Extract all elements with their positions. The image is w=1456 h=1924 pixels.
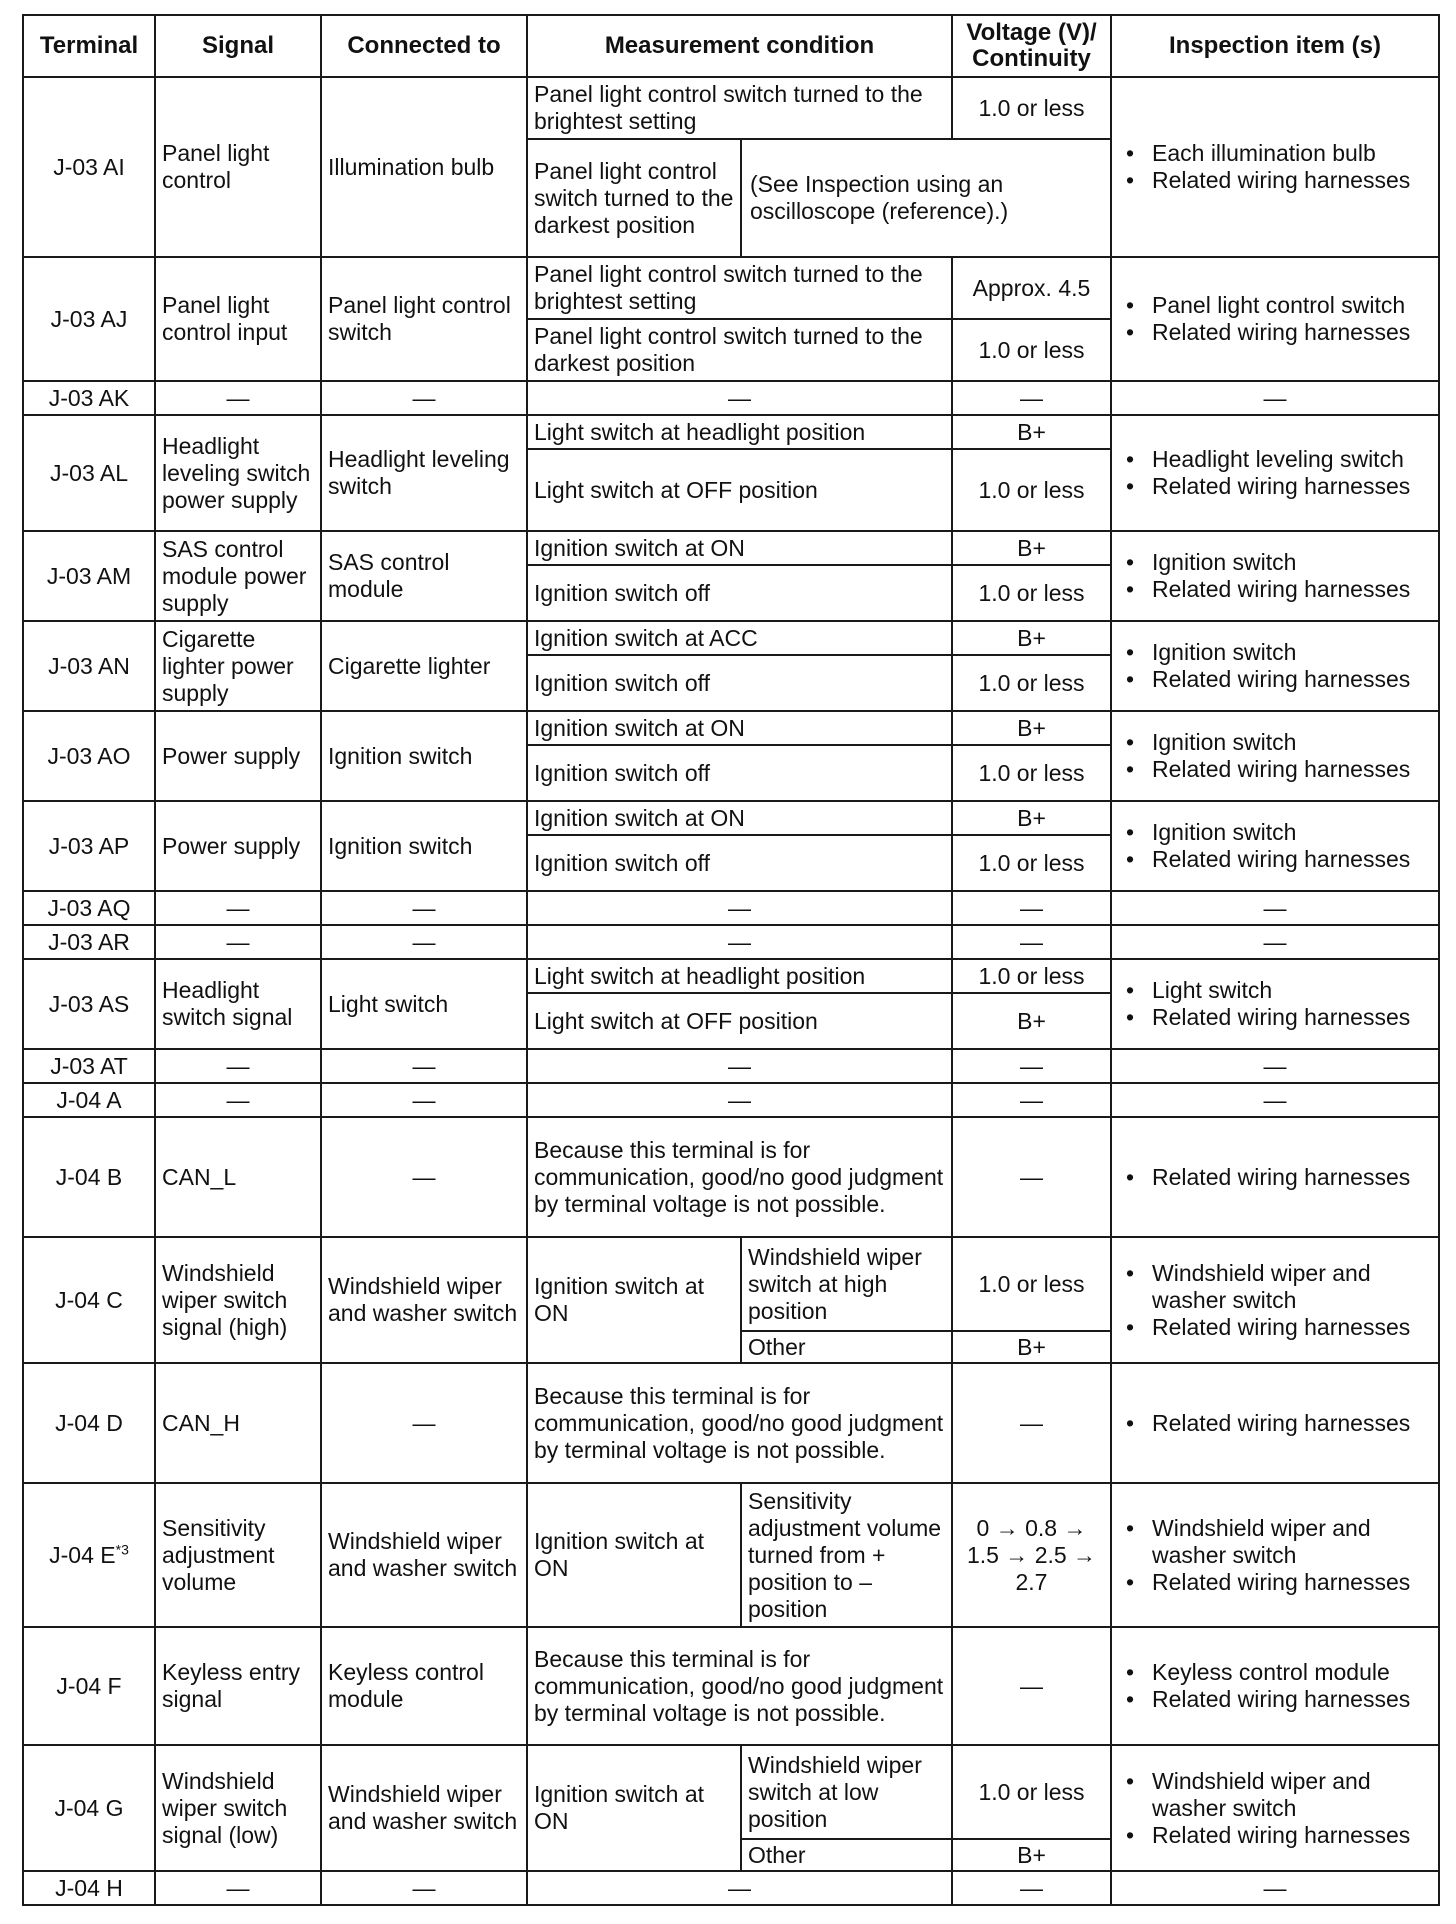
- terminal-cell: J-04 A: [23, 1083, 155, 1117]
- condition-cell: Ignition switch off: [527, 655, 952, 711]
- dash-cell: —: [527, 891, 952, 925]
- condition-cell: Panel light control switch turned to the brightest setting: [527, 77, 952, 139]
- dash-cell: —: [321, 381, 527, 415]
- condition-cell: Ignition switch off: [527, 835, 952, 891]
- dash-cell: —: [952, 891, 1111, 925]
- inspection-cell: [1111, 1627, 1439, 1745]
- signal-cell: Panel light control input: [155, 257, 321, 381]
- dash-cell: —: [321, 891, 527, 925]
- voltage-cell: B+: [952, 711, 1111, 745]
- dash-cell: —: [527, 1083, 952, 1117]
- terminal-cell: J-04 B: [23, 1117, 155, 1237]
- inspection-cell: [1111, 1483, 1439, 1627]
- table-row: [23, 1083, 1439, 1117]
- dash-cell: —: [1111, 1871, 1439, 1905]
- dash-cell: —: [321, 1871, 527, 1905]
- condition-cell: Light switch at headlight position: [527, 959, 952, 993]
- inspection-list: [1118, 1768, 1432, 1849]
- condition-cell: Because this terminal is for communication, good/no good judgment by terminal voltage is not possible.: [527, 1117, 952, 1237]
- dash-cell: —: [527, 1871, 952, 1905]
- inspection-cell: [1111, 1117, 1439, 1237]
- dash-cell: —: [1111, 381, 1439, 415]
- voltage-cell: 1.0 or less: [952, 449, 1111, 531]
- voltage-cell: B+: [952, 531, 1111, 565]
- voltage-cell: 1.0 or less: [952, 835, 1111, 891]
- terminal-cell: J-04 G: [23, 1745, 155, 1871]
- inspection-list: [1118, 549, 1432, 603]
- table-row: [23, 415, 1439, 449]
- inspection-item: • Windshield wiper and washer switch: [1118, 1515, 1432, 1569]
- table-row: [23, 1745, 1439, 1839]
- inspection-item: • Related wiring harnesses: [1118, 576, 1432, 603]
- condition-cell: Ignition switch at ON: [527, 1745, 741, 1871]
- signal-cell: Sensitivity adjustment volume: [155, 1483, 321, 1627]
- inspection-item: • Ignition switch: [1118, 819, 1432, 846]
- inspection-cell: [1111, 621, 1439, 711]
- dash-cell: —: [1111, 925, 1439, 959]
- table-row: [23, 925, 1439, 959]
- dash-cell: —: [155, 891, 321, 925]
- condition-cell: Light switch at OFF position: [527, 993, 952, 1049]
- header-row: [23, 15, 1439, 77]
- inspection-item: • Related wiring harnesses: [1118, 1569, 1432, 1596]
- inspection-list: [1118, 292, 1432, 346]
- dash-cell: —: [155, 381, 321, 415]
- terminal-label: J-04 E: [49, 1541, 116, 1568]
- terminal-cell: J-03 AI: [23, 77, 155, 257]
- table-row: [23, 381, 1439, 415]
- connected-cell: Illumination bulb: [321, 77, 527, 257]
- dash-cell: —: [155, 1049, 321, 1083]
- terminal-cell: J-03 AK: [23, 381, 155, 415]
- condition-cell: Light switch at OFF position: [527, 449, 952, 531]
- sub-condition-cell: Other: [741, 1839, 952, 1871]
- voltage-cell: B+: [952, 415, 1111, 449]
- connected-cell: Ignition switch: [321, 711, 527, 801]
- inspection-item: • Each illumination bulb: [1118, 140, 1432, 167]
- terminal-cell: J-03 AQ: [23, 891, 155, 925]
- inspection-item: • Related wiring harnesses: [1118, 1164, 1432, 1191]
- inspection-item: • Related wiring harnesses: [1118, 167, 1432, 194]
- signal-cell: Windshield wiper switch signal (low): [155, 1745, 321, 1871]
- voltage-cell: 1.0 or less: [952, 959, 1111, 993]
- inspection-item: • Related wiring harnesses: [1118, 756, 1432, 783]
- dash-cell: —: [527, 381, 952, 415]
- table-row: [23, 257, 1439, 319]
- sub-condition-cell: Sensitivity adjustment volume turned from + position to – position: [741, 1483, 952, 1627]
- table-row: [23, 531, 1439, 565]
- inspection-cell: [1111, 1237, 1439, 1363]
- inspection-item: • Related wiring harnesses: [1118, 846, 1432, 873]
- inspection-item: • Keyless control module: [1118, 1659, 1432, 1686]
- voltage-cell: 1.0 or less: [952, 745, 1111, 801]
- signal-cell: Power supply: [155, 711, 321, 801]
- condition-cell: Ignition switch at ON: [527, 1237, 741, 1363]
- signal-cell: SAS control module power supply: [155, 531, 321, 621]
- inspection-list: [1118, 1515, 1432, 1596]
- inspection-cell: [1111, 77, 1439, 257]
- condition-cell: Ignition switch at ON: [527, 801, 952, 835]
- header-measurement-condition: Measurement condition: [527, 15, 952, 77]
- signal-cell: CAN_L: [155, 1117, 321, 1237]
- inspection-cell: [1111, 531, 1439, 621]
- header-connected-to: Connected to: [321, 15, 527, 77]
- inspection-cell: [1111, 257, 1439, 381]
- inspection-item: • Light switch: [1118, 977, 1432, 1004]
- connected-cell: Windshield wiper and washer switch: [321, 1237, 527, 1363]
- table-row: [23, 1049, 1439, 1083]
- inspection-list: [1118, 977, 1432, 1031]
- terminal-cell: J-03 AJ: [23, 257, 155, 381]
- dash-cell: —: [952, 925, 1111, 959]
- dash-cell: —: [321, 1049, 527, 1083]
- terminal-cell: J-04 C: [23, 1237, 155, 1363]
- terminal-cell: J-03 AP: [23, 801, 155, 891]
- signal-cell: Keyless entry signal: [155, 1627, 321, 1745]
- condition-cell: Because this terminal is for communication, good/no good judgment by terminal voltage is not possible.: [527, 1627, 952, 1745]
- inspection-cell: [1111, 711, 1439, 801]
- dash-cell: —: [155, 1083, 321, 1117]
- table-row: [23, 1117, 1439, 1237]
- header-inspection: Inspection item (s): [1111, 15, 1439, 77]
- table-row: [23, 1363, 1439, 1483]
- connected-cell: Ignition switch: [321, 801, 527, 891]
- voltage-cell: (See Inspection using an oscilloscope (reference).): [741, 139, 1111, 257]
- terminal-cell: J-03 AT: [23, 1049, 155, 1083]
- condition-cell: Ignition switch at ON: [527, 1483, 741, 1627]
- inspection-item: • Headlight leveling switch: [1118, 446, 1432, 473]
- voltage-cell: B+: [952, 1839, 1111, 1871]
- terminal-cell: J-04 H: [23, 1871, 155, 1905]
- dash-cell: —: [321, 1363, 527, 1483]
- signal-cell: Headlight switch signal: [155, 959, 321, 1049]
- dash-cell: —: [527, 1049, 952, 1083]
- inspection-item: • Related wiring harnesses: [1118, 1314, 1432, 1341]
- header-terminal: Terminal: [23, 15, 155, 77]
- terminal-cell: J-03 AM: [23, 531, 155, 621]
- connected-cell: SAS control module: [321, 531, 527, 621]
- inspection-item: • Windshield wiper and washer switch: [1118, 1260, 1432, 1314]
- dash-cell: —: [155, 1871, 321, 1905]
- table-row: [23, 1483, 1439, 1627]
- dash-cell: —: [321, 925, 527, 959]
- terminal-cell: [23, 1483, 155, 1627]
- condition-cell: Panel light control switch turned to the darkest position: [527, 139, 741, 257]
- inspection-list: [1118, 1164, 1432, 1191]
- inspection-item: • Related wiring harnesses: [1118, 1822, 1432, 1849]
- signal-cell: CAN_H: [155, 1363, 321, 1483]
- voltage-cell: 0 → 0.8 → 1.5 → 2.5 → 2.7: [952, 1483, 1111, 1627]
- condition-cell: Because this terminal is for communication, good/no good judgment by terminal voltage is not possible.: [527, 1363, 952, 1483]
- connected-cell: Windshield wiper and washer switch: [321, 1483, 527, 1627]
- terminal-cell: J-04 D: [23, 1363, 155, 1483]
- inspection-item: • Related wiring harnesses: [1118, 319, 1432, 346]
- condition-cell: Ignition switch at ACC: [527, 621, 952, 655]
- connected-cell: Panel light control switch: [321, 257, 527, 381]
- condition-cell: Panel light control switch turned to the brightest setting: [527, 257, 952, 319]
- condition-cell: Panel light control switch turned to the darkest position: [527, 319, 952, 381]
- inspection-list: [1118, 1410, 1432, 1437]
- inspection-item: • Windshield wiper and washer switch: [1118, 1768, 1432, 1822]
- inspection-list: [1118, 446, 1432, 500]
- inspection-item: • Related wiring harnesses: [1118, 1686, 1432, 1713]
- dash-cell: —: [952, 1083, 1111, 1117]
- header-voltage: Voltage (V)/ Continuity: [952, 15, 1111, 77]
- dash-cell: —: [321, 1083, 527, 1117]
- inspection-list: [1118, 639, 1432, 693]
- footnote-marker: *3: [115, 1540, 129, 1557]
- connected-cell: Headlight leveling switch: [321, 415, 527, 531]
- terminal-cell: J-04 F: [23, 1627, 155, 1745]
- table-row: [23, 1627, 1439, 1745]
- signal-cell: Cigarette lighter power supply: [155, 621, 321, 711]
- inspection-list: [1118, 1659, 1432, 1713]
- signal-cell: Power supply: [155, 801, 321, 891]
- dash-cell: —: [952, 1627, 1111, 1745]
- condition-cell: Ignition switch off: [527, 745, 952, 801]
- connected-cell: Cigarette lighter: [321, 621, 527, 711]
- header-signal: Signal: [155, 15, 321, 77]
- voltage-cell: 1.0 or less: [952, 319, 1111, 381]
- condition-cell: Light switch at headlight position: [527, 415, 952, 449]
- inspection-item: • Ignition switch: [1118, 639, 1432, 666]
- inspection-item: • Related wiring harnesses: [1118, 473, 1432, 500]
- table-row: [23, 891, 1439, 925]
- voltage-cell: 1.0 or less: [952, 1745, 1111, 1839]
- terminal-cell: J-03 AN: [23, 621, 155, 711]
- inspection-cell: [1111, 801, 1439, 891]
- inspection-item: • Ignition switch: [1118, 549, 1432, 576]
- voltage-cell: 1.0 or less: [952, 565, 1111, 621]
- connected-cell: Keyless control module: [321, 1627, 527, 1745]
- table-row: [23, 801, 1439, 835]
- terminal-cell: J-03 AS: [23, 959, 155, 1049]
- dash-cell: —: [1111, 1049, 1439, 1083]
- dash-cell: —: [1111, 1083, 1439, 1117]
- table-row: [23, 1237, 1439, 1331]
- voltage-cell: 1.0 or less: [952, 77, 1111, 139]
- voltage-cell: 1.0 or less: [952, 655, 1111, 711]
- terminal-cell: J-03 AO: [23, 711, 155, 801]
- voltage-cell: B+: [952, 993, 1111, 1049]
- dash-cell: —: [155, 925, 321, 959]
- dash-cell: —: [527, 925, 952, 959]
- signal-cell: Headlight leveling switch power supply: [155, 415, 321, 531]
- table-row: [23, 711, 1439, 745]
- inspection-cell: [1111, 1745, 1439, 1871]
- voltage-cell: B+: [952, 1331, 1111, 1363]
- inspection-list: [1118, 1260, 1432, 1341]
- connected-cell: Light switch: [321, 959, 527, 1049]
- dash-cell: —: [952, 1363, 1111, 1483]
- inspection-list: [1118, 140, 1432, 194]
- dash-cell: —: [952, 1049, 1111, 1083]
- sub-condition-cell: Windshield wiper switch at low position: [741, 1745, 952, 1839]
- table-row: [23, 77, 1439, 139]
- inspection-cell: [1111, 959, 1439, 1049]
- inspection-list: [1118, 729, 1432, 783]
- inspection-item: • Ignition switch: [1118, 729, 1432, 756]
- inspection-item: • Panel light control switch: [1118, 292, 1432, 319]
- signal-cell: Panel light control: [155, 77, 321, 257]
- inspection-cell: [1111, 415, 1439, 531]
- signal-cell: Windshield wiper switch signal (high): [155, 1237, 321, 1363]
- dash-cell: —: [952, 381, 1111, 415]
- terminal-cell: J-03 AL: [23, 415, 155, 531]
- sub-condition-cell: Windshield wiper switch at high position: [741, 1237, 952, 1331]
- table-row: [23, 1871, 1439, 1905]
- inspection-cell: [1111, 1363, 1439, 1483]
- sub-condition-cell: Other: [741, 1331, 952, 1363]
- voltage-cell: Approx. 4.5: [952, 257, 1111, 319]
- table-row: [23, 621, 1439, 655]
- inspection-item: • Related wiring harnesses: [1118, 666, 1432, 693]
- condition-cell: Ignition switch at ON: [527, 531, 952, 565]
- inspection-item: • Related wiring harnesses: [1118, 1004, 1432, 1031]
- terminal-cell: J-03 AR: [23, 925, 155, 959]
- table-row: [23, 959, 1439, 993]
- dash-cell: —: [1111, 891, 1439, 925]
- dash-cell: —: [952, 1871, 1111, 1905]
- voltage-cell: B+: [952, 621, 1111, 655]
- terminal-voltage-table: [22, 14, 1440, 1906]
- voltage-cell: B+: [952, 801, 1111, 835]
- inspection-item: • Related wiring harnesses: [1118, 1410, 1432, 1437]
- inspection-list: [1118, 819, 1432, 873]
- condition-cell: Ignition switch off: [527, 565, 952, 621]
- dash-cell: —: [321, 1117, 527, 1237]
- voltage-cell: 1.0 or less: [952, 1237, 1111, 1331]
- condition-cell: Ignition switch at ON: [527, 711, 952, 745]
- dash-cell: —: [952, 1117, 1111, 1237]
- connected-cell: Windshield wiper and washer switch: [321, 1745, 527, 1871]
